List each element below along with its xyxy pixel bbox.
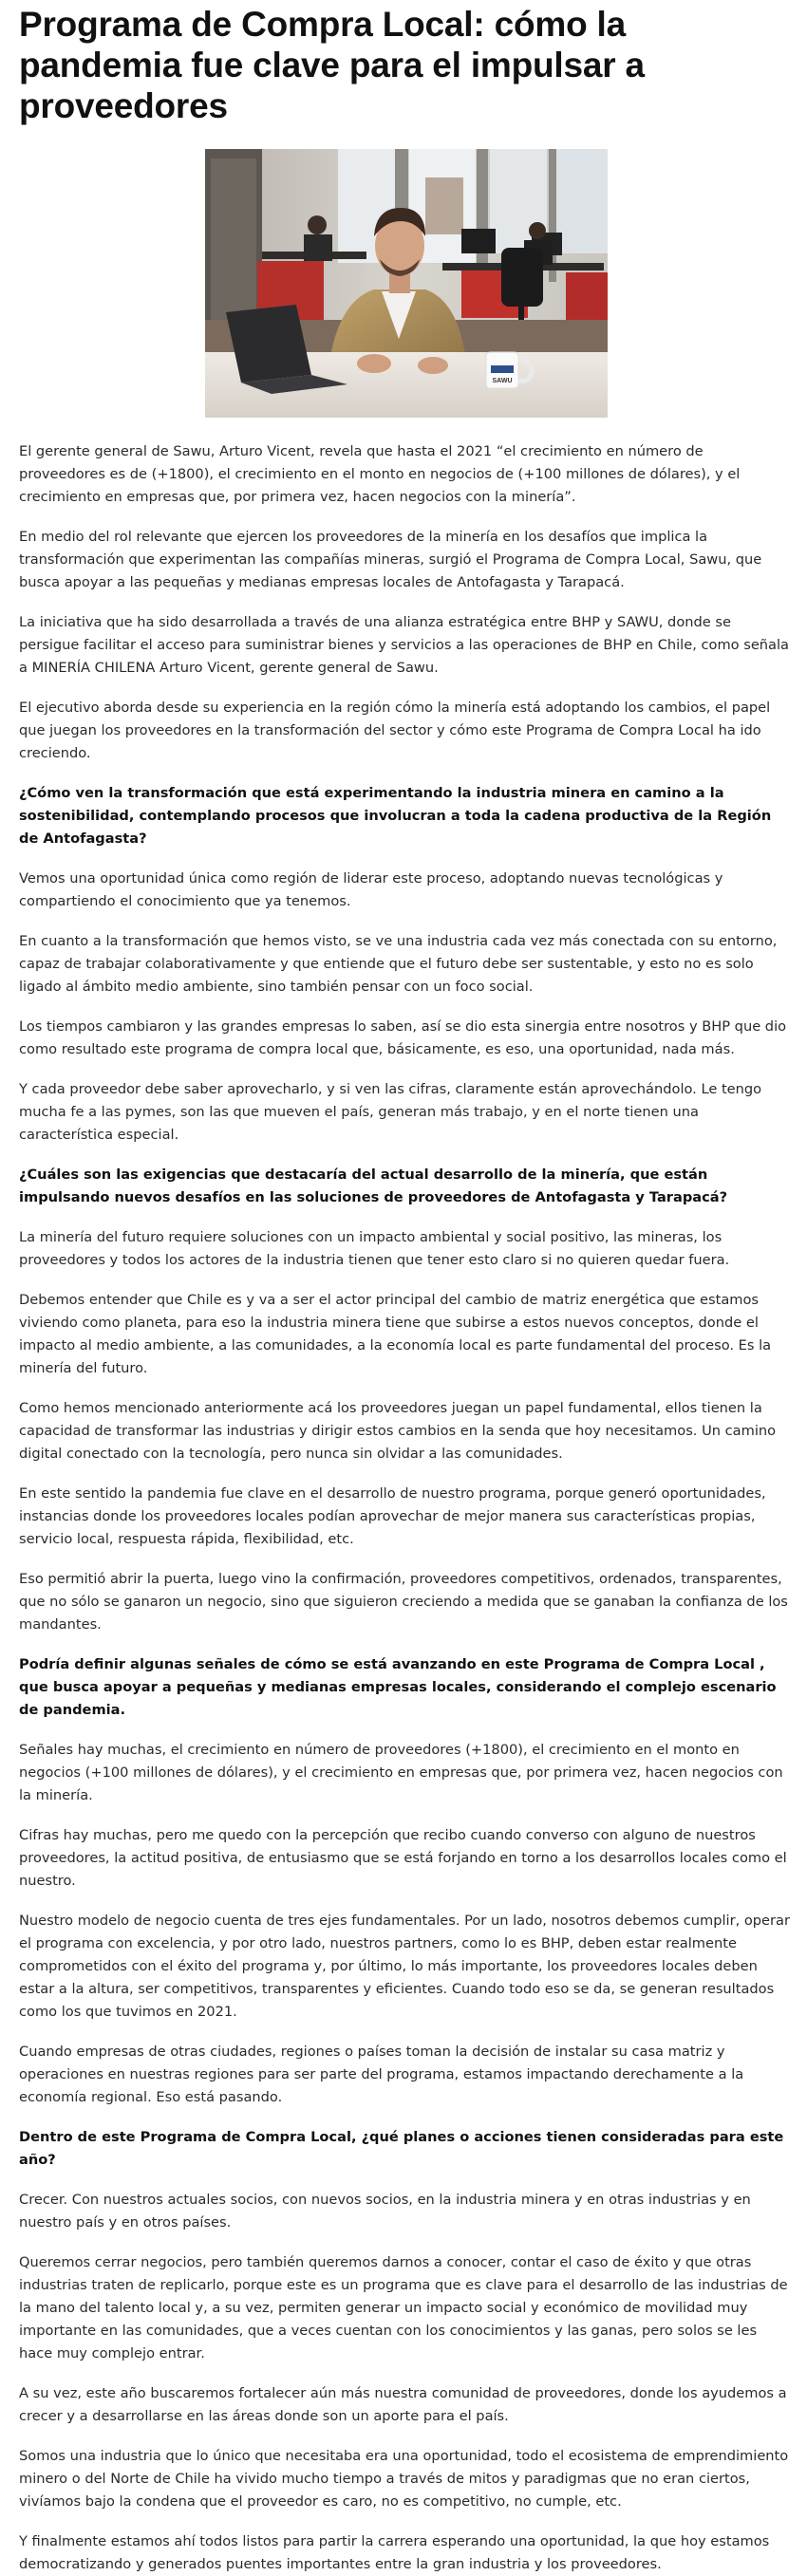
- article-paragraph: Y cada proveedor debe saber aprovecharlo, y si ven las cifras, claramente están aprovechándolo. Le tengo mucha fe a las pymes, son las que mueven el país, generan más trabajo, y en el norte tienen una característica especial.: [19, 1081, 762, 1143]
- article-paragraph: Los tiempos cambiaron y las grandes empresas lo saben, así se dio esta sinergia entre nosotros y BHP que dio como resultado este programa de compra local que, básicamente, es eso, una oportunidad, nada más.: [19, 1018, 787, 1057]
- article-paragraph: La iniciativa que ha sido desarrollada a través de una alianza estratégica entre BHP y SAWU, donde se persigue facilitar el acceso para suministrar bienes y servicios a las operaciones de BHP en Chile, como señala a MINERÍA CHILENA Arturo Vicent, gerente general de Sawu.: [19, 614, 790, 676]
- interview-question: ¿Cómo ven la transformación que está experimentando la industria minera en camino a la sostenibilidad, contemplando procesos que involucran a toda la cadena productiva de la Región de Antofagasta?: [19, 785, 772, 847]
- interview-question: ¿Cuáles son las exigencias que destacaría del actual desarrollo de la minería, que están impulsando nuevos desafíos en las soluciones de proveedores de Antofagasta y Tarapacá?: [19, 1167, 728, 1205]
- article-paragraph: Crecer. Con nuestros actuales socios, con nuevos socios, en la industria minera y en otras industrias y en nuestro país y en otros países.: [19, 2192, 751, 2231]
- article-title: Programa de Compra Local: cómo la pandemia fue clave para el impulsar a proveedores: [19, 5, 645, 125]
- article-paragraph: Queremos cerrar negocios, pero también queremos darnos a conocer, contar el caso de éxito y que otras industrias traten de replicarlo, porque este es un programa que es clave para el desarrollo de las industrias de la mano del talento local y, a su vez, permiten generar un impacto social y económico de movilidad muy importante en las comunidades, que a veces cuentan con los conocimientos y las ganas, pero solos se les hace muy complejo entrar.: [19, 2254, 788, 2361]
- article-paragraph: Vemos una oportunidad única como región de liderar este proceso, adoptando nuevas tecnológicas y compartiendo el conocimiento que ya tenemos.: [19, 870, 723, 909]
- article-paragraph: Cifras hay muchas, pero me quedo con la percepción que recibo cuando converso con alguno de nuestros proveedores, la actitud positiva, de entusiasmo que se está forjando en torno a los desarrollos locales como el nuestro.: [19, 1827, 787, 1889]
- interview-question: Dentro de este Programa de Compra Local, ¿qué planes o acciones tienen consideradas para este año?: [19, 2129, 784, 2168]
- article-paragraph: Como hemos mencionado anteriormente acá los proveedores juegan un papel fundamental, ellos tienen la capacidad de transformar las industrias y dirigir estos cambios en la senda que hoy necesitamos. Un camino digital conectado con la tecnología, pero nunca sin olvidar a las comunidades.: [19, 1400, 777, 1462]
- hero-image: [205, 149, 608, 418]
- interview-question: Podría definir algunas señales de cómo se está avanzando en este Programa de Compra Local , que busca apoyar a pequeñas y medianas empresas locales, considerando el complejo escenario de pandemia.: [19, 1656, 777, 1718]
- article-paragraph: Eso permitió abrir la puerta, luego vino la confirmación, proveedores competitivos, ordenados, transparentes, que no sólo se ganaron un negocio, sino que siguieron creciendo a medida que se ganaban la confianza de los mandantes.: [19, 1571, 788, 1633]
- mug-label: SAWU: [492, 378, 513, 384]
- article-paragraph: Somos una industria que lo único que necesitaba era una oportunidad, todo el ecosistema de emprendimiento minero o del Norte de Chile ha vivido mucho tiempo a través de mitos y paradigmas que no eran ciertos, vivíamos bajo la condena que el proveedor es caro, no es competitivo, no cumple, etc.: [19, 2448, 789, 2510]
- article-paragraph: Señales hay muchas, el crecimiento en número de proveedores (+1800), el crecimiento en el monto en negocios (+100 millones de dólares), y el crecimiento en empresas que, por primera vez, hacen negocios con la minería.: [19, 1742, 783, 1803]
- article-paragraph: En medio del rol relevante que ejercen los proveedores de la minería en los desafíos que implica la transformación que experimentan las compañías mineras, surgió el Programa de Compra Local, Sawu, que busca apoyar a las pequeñas y medianas empresas locales de Antofagasta y Tarapacá.: [19, 529, 762, 590]
- article-paragraph: Y finalmente estamos ahí todos listos para partir la carrera esperando una oportunidad, la que hoy estamos democratizando y generados puentes importantes entre la gran industria y los proveedores.: [19, 2533, 770, 2572]
- photo-portrait-office-icon: [205, 149, 608, 418]
- article-paragraph: Nuestro modelo de negocio cuenta de tres ejes fundamentales. Por un lado, nosotros debemos cumplir, operar el programa con excelencia, y por otro lado, nuestros partners, como lo es BHP, deben estar realmente comprometidos con el éxito del programa y, por último, lo más importante, los proveedores locales deben estar a la altura, ser competitivos, transparentes y eficientes. Cuando todo eso se da, se generan resultados como los que tuvimos en 2021.: [19, 1913, 790, 2020]
- article-body: [19, 440, 790, 2576]
- article-paragraph: El gerente general de Sawu, Arturo Vicent, revela que hasta el 2021 “el crecimiento en número de proveedores es de (+1800), el crecimiento en el monto en negocios de (+100 millones de dólares), y el crecimiento en empresas que, por primera vez, hacen negocios con la minería”.: [19, 443, 741, 505]
- article-paragraph: Cuando empresas de otras ciudades, regiones o países toman la decisión de instalar su casa matriz y operaciones en nuestras regiones para ser parte del programa, estamos impactando derechamente a la economía regional. Eso está pasando.: [19, 2044, 744, 2105]
- article-paragraph: El ejecutivo aborda desde su experiencia en la región cómo la minería está adoptando los cambios, el papel que juegan los proveedores en la transformación del sector y cómo este Programa de Compra Local ha ido creciendo.: [19, 700, 771, 761]
- article-paragraph: En cuanto a la transformación que hemos visto, se ve una industria cada vez más conectada con su entorno, capaz de trabajar colaborativamente y que entiende que el futuro debe ser sustentable, y esto no es solo ligado al ámbito medio ambiente, sino también pensar con un foco social.: [19, 933, 778, 995]
- article-paragraph: A su vez, este año buscaremos fortalecer aún más nuestra comunidad de proveedores, donde los ayudemos a crecer y a desarrollarse en las áreas donde son un aporte para el país.: [19, 2385, 787, 2424]
- article-paragraph: En este sentido la pandemia fue clave en el desarrollo de nuestro programa, porque generó oportunidades, instancias donde los proveedores locales podían aprovechar de mejor manera sus características propias, servicio local, respuesta rápida, flexibilidad, etc.: [19, 1485, 766, 1547]
- article-paragraph: La minería del futuro requiere soluciones con un impacto ambiental y social positivo, las mineras, los proveedores y todos los actores de la industria tienen que tener esto claro si no quieren quedar fuera.: [19, 1229, 730, 1268]
- article-paragraph: Debemos entender que Chile es y va a ser el actor principal del cambio de matriz energética que estamos viviendo como planeta, para eso la industria minera tiene que subirse a estos nuevos conceptos, donde el impacto al medio ambiente, a las comunidades, a la economía local es parte fundamental del proceso. Es la minería del futuro.: [19, 1292, 772, 1376]
